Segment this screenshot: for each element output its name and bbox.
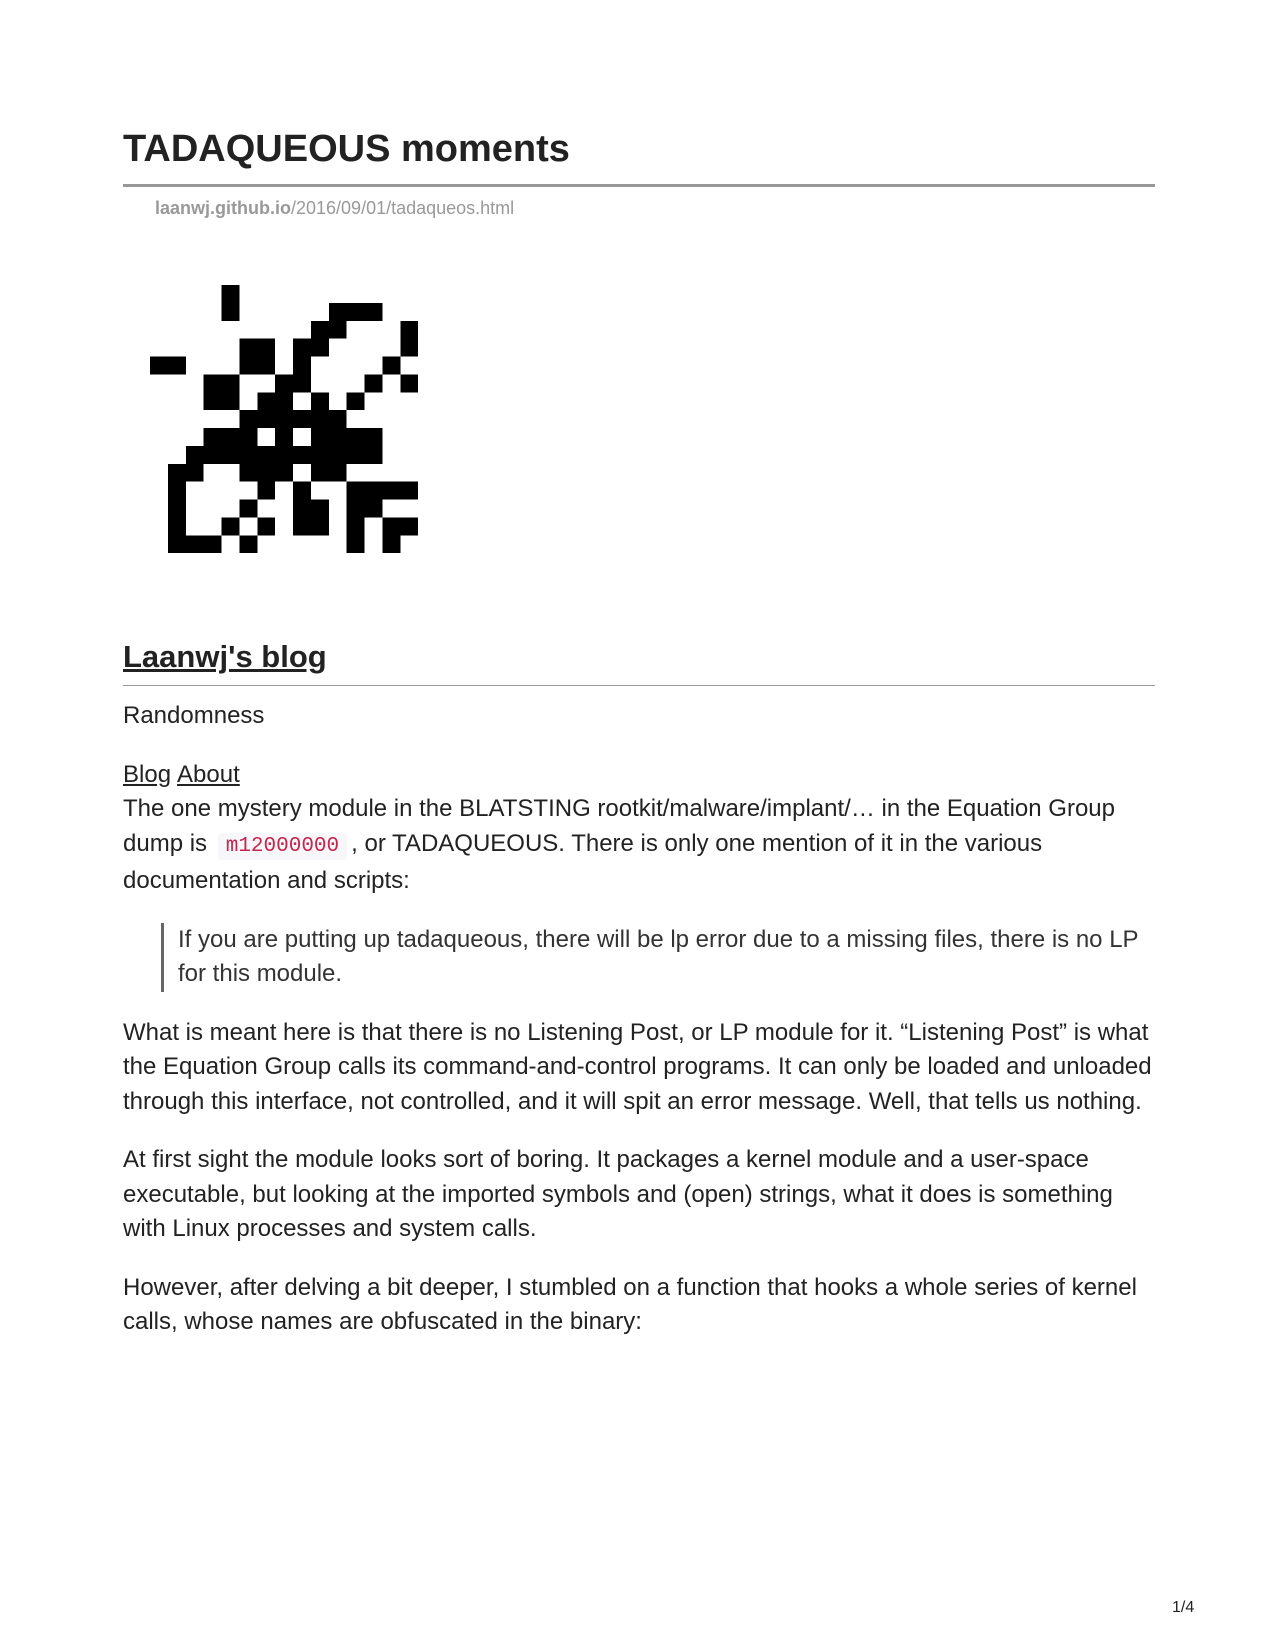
article-body [123, 792, 1155, 1364]
article-paragraph: However, after delving a bit deeper, I stumbled on a function that hooks a whole series of kernel calls, whose names are obfuscated in the binary: [123, 1273, 1137, 1335]
article-paragraph: What is meant here is that there is no Listening Post, or LP module for it. “Listening Post” is what the Equation Group calls its command-and-control programs. It can only be loaded and unloaded through this interface, not controlled, and it will spit an error message. Well, that tells us nothing. [123, 1018, 1152, 1115]
page-number: 1/4 [1172, 1599, 1195, 1616]
title-divider [123, 184, 1155, 187]
nav-link-about[interactable]: About [177, 761, 240, 788]
blog-name-link[interactable]: Laanwj's blog [123, 639, 327, 674]
source-url-host: laanwj.github.io [155, 198, 291, 218]
blog-logo [150, 285, 436, 571]
blog-divider [123, 685, 1155, 686]
blockquote [161, 923, 1155, 992]
blog-name [123, 638, 327, 676]
source-url [155, 197, 514, 219]
article-paragraph [123, 792, 1155, 899]
page-title: TADAQUEOUS moments [123, 128, 570, 170]
paragraph-text: The one mystery module in the BLATSTING rootkit/malware/implant/… in the Equation Group dump is [123, 795, 1115, 857]
paragraph-text: , or TADAQUEOUS. There is only one mention of it in the various documentation and scripts: [123, 829, 1043, 894]
blog-tagline: Randomness [123, 702, 265, 729]
source-url-path: /2016/09/01/tadaqueos.html [291, 198, 515, 218]
quote-text: If you are putting up tadaqueous, there will be lp error due to a missing files, there is no LP for this module. [178, 925, 1139, 987]
article-paragraph: At first sight the module looks sort of boring. It packages a kernel module and a user-space executable, but looking at the imported symbols and (open) strings, what it does is something with Linux processes and system calls. [123, 1146, 1113, 1242]
inline-code: m12000000 [218, 833, 347, 860]
blog-nav [123, 759, 246, 791]
nav-link-blog[interactable]: Blog [123, 761, 172, 788]
